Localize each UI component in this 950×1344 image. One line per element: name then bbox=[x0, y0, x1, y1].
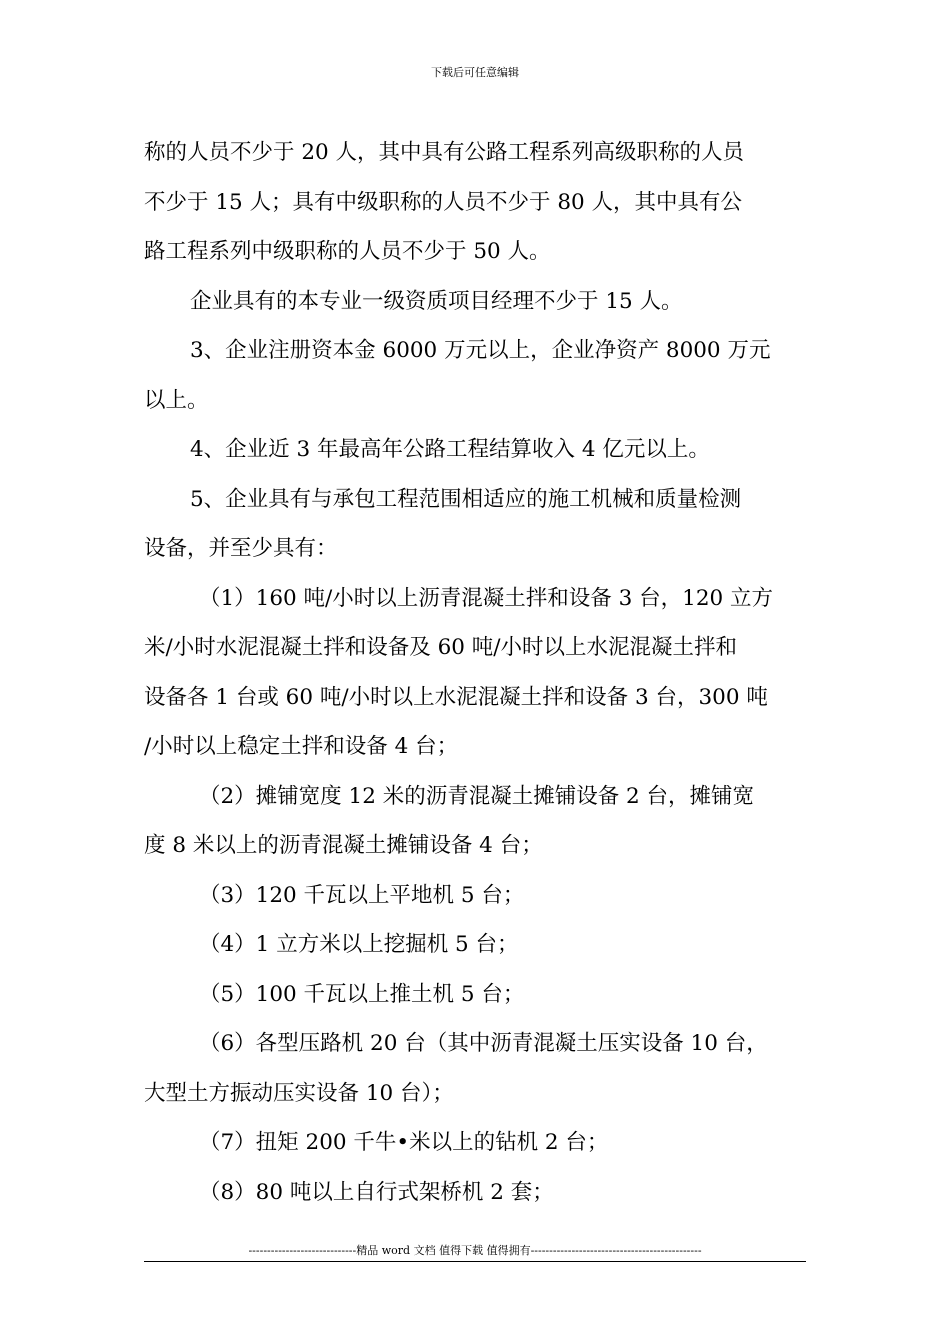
body-line: （2）摊铺宽度 12 米的沥青混凝土摊铺设备 2 台，摊铺宽 bbox=[199, 783, 755, 809]
body-line: （3）120 千瓦以上平地机 5 台； bbox=[199, 882, 525, 908]
body-line: 度 8 米以上的沥青混凝土摊铺设备 4 台； bbox=[144, 833, 543, 858]
body-line: 4、企业近 3 年最高年公路工程结算收入 4 亿元以上。 bbox=[190, 437, 710, 462]
body-line: 3、企业注册资本金 6000 万元以上，企业净资产 8000 万元 bbox=[190, 338, 771, 363]
body-line: 大型土方振动压实设备 10 台）； bbox=[144, 1080, 454, 1106]
body-line: （8）80 吨以上自行式架桥机 2 套； bbox=[199, 1179, 554, 1205]
body-line: 企业具有的本专业一级资质项目经理不少于 15 人。 bbox=[190, 288, 683, 314]
body-line: 路工程系列中级职称的人员不少于 50 人。 bbox=[144, 239, 551, 264]
body-line: 设备各 1 台或 60 吨/小时以上水泥混凝土拌和设备 3 台，300 吨 bbox=[144, 684, 768, 710]
body-line: （7）扭矩 200 千牛•米以上的钻机 2 台； bbox=[199, 1130, 609, 1155]
body-line: 不少于 15 人；具有中级职称的人员不少于 80 人，其中具有公 bbox=[144, 189, 743, 215]
footer-rule bbox=[144, 1261, 806, 1262]
body-line: （4）1 立方米以上挖掘机 5 台； bbox=[199, 932, 519, 957]
document-body bbox=[144, 128, 804, 1217]
body-line: （6）各型压路机 20 台（其中沥青混凝土压实设备 10 台， bbox=[199, 1031, 768, 1056]
body-line: /小时以上稳定土拌和设备 4 台； bbox=[144, 734, 459, 759]
body-line: 以上。 bbox=[144, 387, 209, 413]
body-line: 设备，并至少具有： bbox=[144, 536, 338, 561]
page-footer: -----------------------------精品 word 文档 值得下载 值得拥有---------------------------------------------- bbox=[248, 1244, 702, 1257]
body-line: （1）160 吨/小时以上沥青混凝土拌和设备 3 台，120 立方 bbox=[199, 585, 774, 611]
body-line: （5）100 千瓦以上推土机 5 台； bbox=[199, 981, 525, 1007]
body-line: 5、企业具有与承包工程范围相适应的施工机械和质量检测 bbox=[190, 486, 742, 512]
body-line: 米/小时水泥混凝土拌和设备及 60 吨/小时以上水泥混凝土拌和 bbox=[144, 635, 738, 660]
page-header: 下载后可任意编辑 bbox=[431, 66, 519, 79]
body-line: 称的人员不少于 20 人，其中具有公路工程系列高级职称的人员 bbox=[144, 140, 745, 165]
